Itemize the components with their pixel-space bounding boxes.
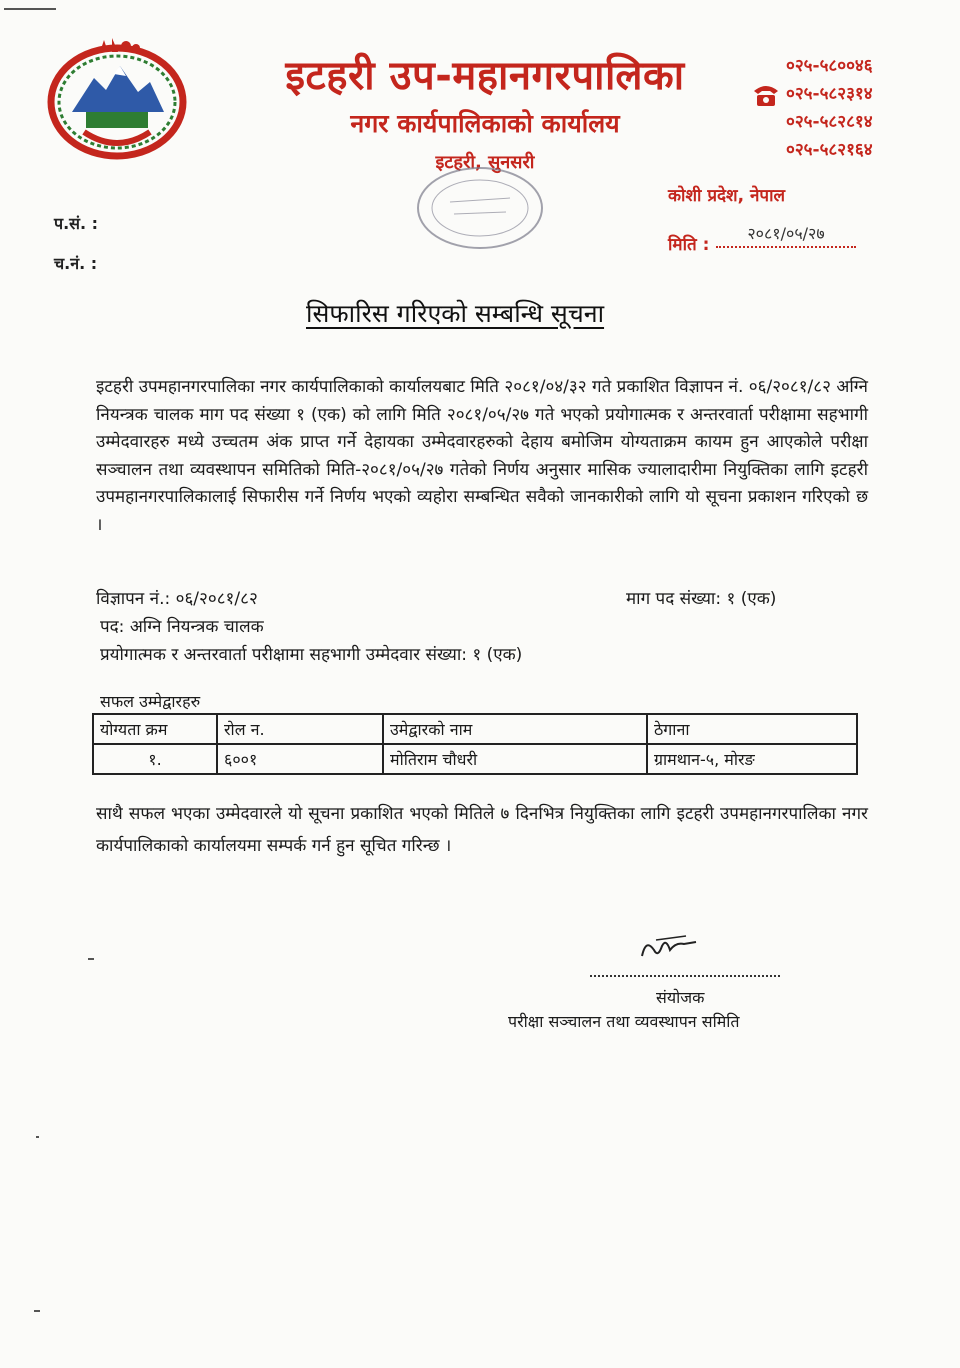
table-cell: मोतिराम चौधरी	[383, 744, 647, 774]
column-header: उमेद्वारको नाम	[383, 714, 647, 744]
participant-count: प्रयोगात्मक र अन्तरवार्ता परीक्षामा सहभागी उम्मेदवार संख्या: १ (एक)	[100, 645, 523, 665]
margin-mark	[88, 958, 94, 960]
contact-instruction-paragraph: साथै सफल भएका उम्मेदवारले यो सूचना प्रकाशित भएको मितिले ७ दिनभित्र नियुक्तिका लागि इटहरी उपमहानगरपालिका नगर कार्यपालिकाको कार्यालयमा सम्पर्क गर्न हुन सूचित गरिन्छ ।	[96, 804, 868, 856]
date-value: २०८१/०५/२७	[716, 222, 856, 248]
table-cell: ग्रामथान-५, मोरङ	[647, 744, 857, 774]
table-row	[93, 744, 857, 774]
table-cell: ६००१	[217, 744, 383, 774]
table-cell: १.	[93, 744, 217, 774]
column-header: ठेगाना	[647, 714, 857, 744]
phone-number: ०२५-५८२३१४	[786, 84, 873, 104]
office-location: इटहरी, सुनसरी	[435, 152, 535, 173]
signature-icon	[636, 932, 700, 964]
scan-edge-line	[4, 8, 56, 10]
phone-list	[786, 52, 946, 164]
margin-mark	[36, 1136, 39, 1138]
post-title: पद: अग्नि नियन्त्रक चालक	[100, 617, 264, 637]
signatory-committee: परीक्षा सञ्चालन तथा व्यवस्थापन समिति	[508, 1012, 740, 1031]
reference-number-label: प.सं. :	[54, 214, 99, 233]
org-name: इटहरी उप-महानगरपालिका	[285, 53, 685, 99]
nepal-emblem-icon	[42, 34, 192, 164]
dispatch-number-label: च.नं. :	[54, 254, 98, 273]
table-header-row	[93, 714, 857, 744]
phone-number: ०२५-५८००४६	[786, 56, 873, 76]
notice-subject: सिफारिस गरिएको सम्बन्धि सूचना	[306, 299, 605, 328]
office-stamp-icon	[410, 162, 550, 254]
office-name: नगर कार्यपालिकाको कार्यालय	[350, 109, 620, 138]
candidates-table	[92, 713, 858, 775]
demand-posts: माग पद संख्या: १ (एक)	[626, 589, 777, 609]
margin-mark	[34, 1310, 40, 1312]
column-header: योग्यता क्रम	[93, 714, 217, 744]
phone-number: ०२५-५८२८१४	[786, 112, 873, 132]
successful-candidates-label: सफल उम्मेद्वारहरु	[100, 692, 201, 711]
phone-icon	[752, 83, 780, 107]
signatory-title: संयोजक	[656, 988, 705, 1007]
signature-line	[590, 975, 780, 977]
date-label: मिति :	[668, 235, 710, 255]
notice-paragraph: इटहरी उपमहानगरपालिका नगर कार्यपालिकाको कार्यालयबाट मिति २०८१/०४/३२ गते प्रकाशित विज्ञापन नं. ०६/२०८१/८२ अग्नि नियन्त्रक चालक माग पद संख्या १ (एक) को लागि मिति २०८१/०५/२७ गते भएको प्रयोगात्मक र अन्तरवार्ता परीक्षामा सहभागी उम्मेदवारहरु मध्ये उच्चतम अंक प्राप्त गर्ने देहायका उम्मेदवारहरुको देहाय बमोजिम योग्यताक्रम कायम हुन आएकोले परीक्षा सञ्चालन तथा व्यवस्थापन समितिको मिति-२०८१/०५/२७ गतेको निर्णय अनुसार मासिक ज्यालादारीमा नियुक्तिका लागि इटहरी उपमहानगरपालिकालाई सिफारीस गर्ने निर्णय भएको व्यहोरा सम्बन्धित सवैको जानकारीको लागि यो सूचना प्रकाशन गरिएको छ ।	[96, 377, 868, 535]
column-header: रोल न.	[217, 714, 383, 744]
phone-number: ०२५-५८२१६४	[786, 140, 873, 160]
province: कोशी प्रदेश, नेपाल	[668, 186, 785, 206]
advert-number: विज्ञापन नं.: ०६/२०८१/८२	[96, 589, 258, 609]
